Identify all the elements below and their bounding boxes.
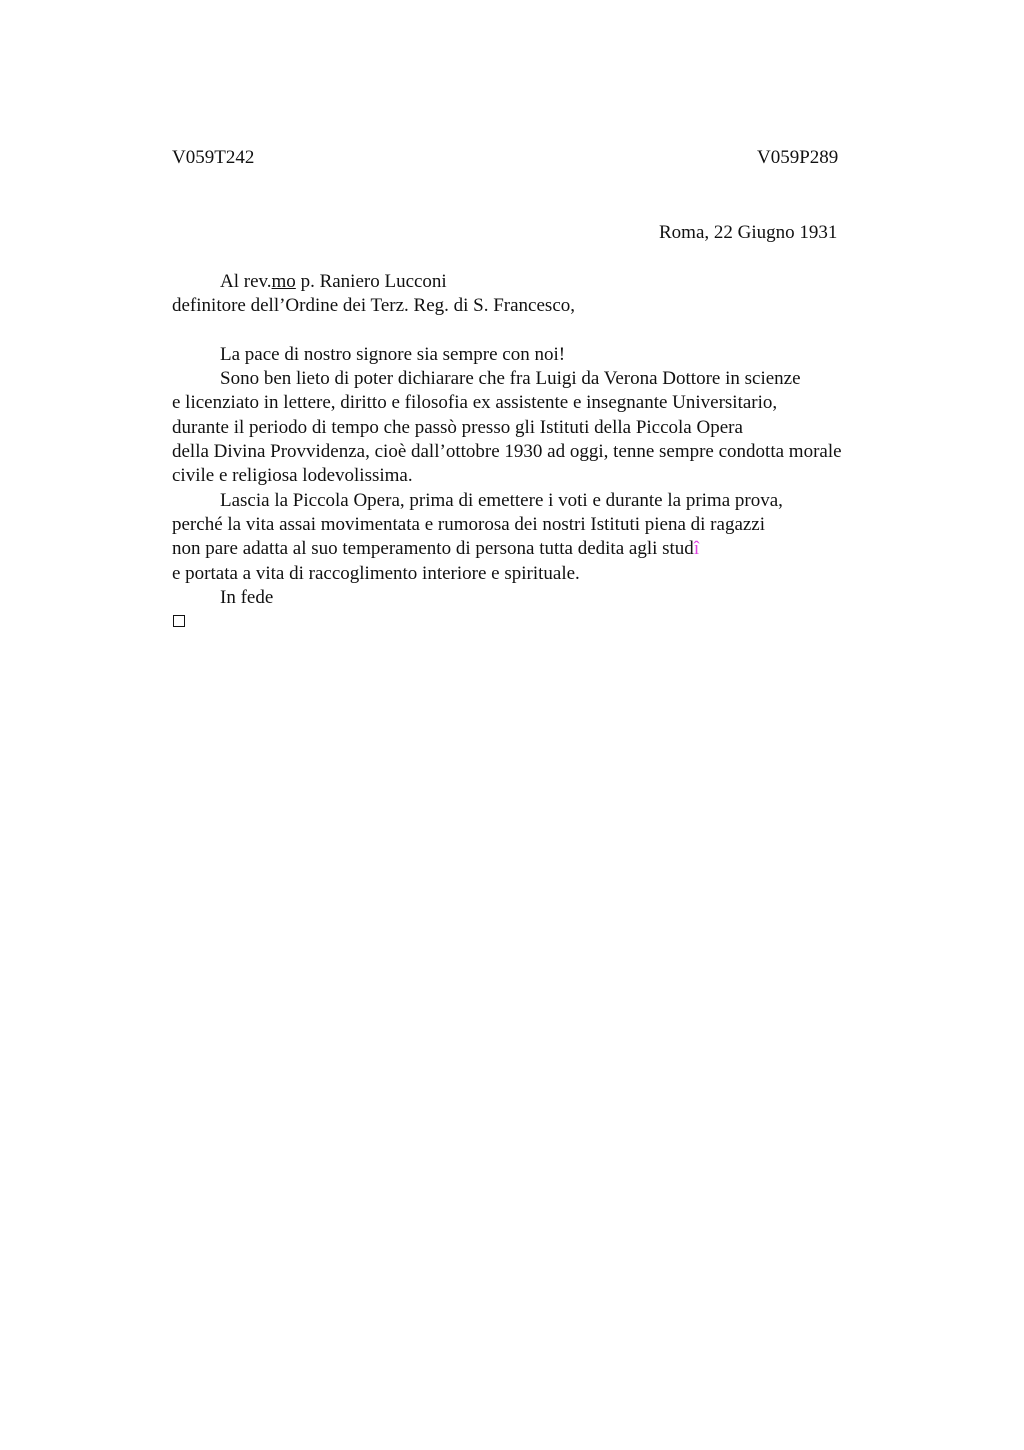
closing: In fede — [220, 586, 274, 608]
paragraph-1-line-3: durante il periodo di tempo che passò presso gli Istituti della Piccola Opera — [172, 416, 743, 438]
greeting: La pace di nostro signore sia sempre con noi! — [220, 343, 566, 365]
empty-box-icon — [173, 615, 185, 627]
addressee-name: p. Raniero Lucconi — [295, 271, 447, 292]
paragraph-2-line-3 — [172, 537, 932, 561]
addressee-prefix: Al rev. — [220, 271, 272, 292]
paragraph-2-line-3-text: non pare adatta al suo temperamento di persona tutta dedita agli stud — [172, 538, 694, 560]
paragraph-2-line-2: perché la vita assai movimentata e rumorosa dei nostri Istituti piena di ragazzi — [172, 513, 766, 535]
paragraph-2-line-4: e portata a vita di raccoglimento interiore e spirituale. — [172, 562, 580, 584]
addressee-line — [172, 270, 932, 294]
letter-date: Roma, 22 Giugno 1931 — [659, 222, 838, 243]
paragraph-1-line-5: civile e religiosa lodevolissima. — [172, 465, 413, 487]
letter-body — [172, 270, 932, 610]
blank-line — [172, 319, 932, 343]
paragraph-1-line-4: della Divina Provvidenza, cioè dall’ottobre 1930 ad oggi, tenne sempre condotta morale — [172, 441, 842, 463]
paragraph-2-line-1: Lascia la Piccola Opera, prima di emettere i voti e durante la prima prova, — [220, 489, 783, 511]
addressee-title: definitore dell’Ordine dei Terz. Reg. di S. Francesco, — [172, 295, 575, 317]
document-code-right: V059P289 — [757, 147, 839, 168]
accented-character: î — [693, 538, 700, 560]
addressee-superscript-mo: mo — [271, 271, 296, 292]
paragraph-1-line-1: Sono ben lieto di poter dichiarare che fra Luigi da Verona Dottore in scienze — [220, 368, 801, 390]
paragraph-1-line-2: e licenziato in lettere, diritto e filosofia ex assistente e insegnante Universitario, — [172, 392, 778, 414]
document-code-left: V059T242 — [172, 147, 255, 168]
